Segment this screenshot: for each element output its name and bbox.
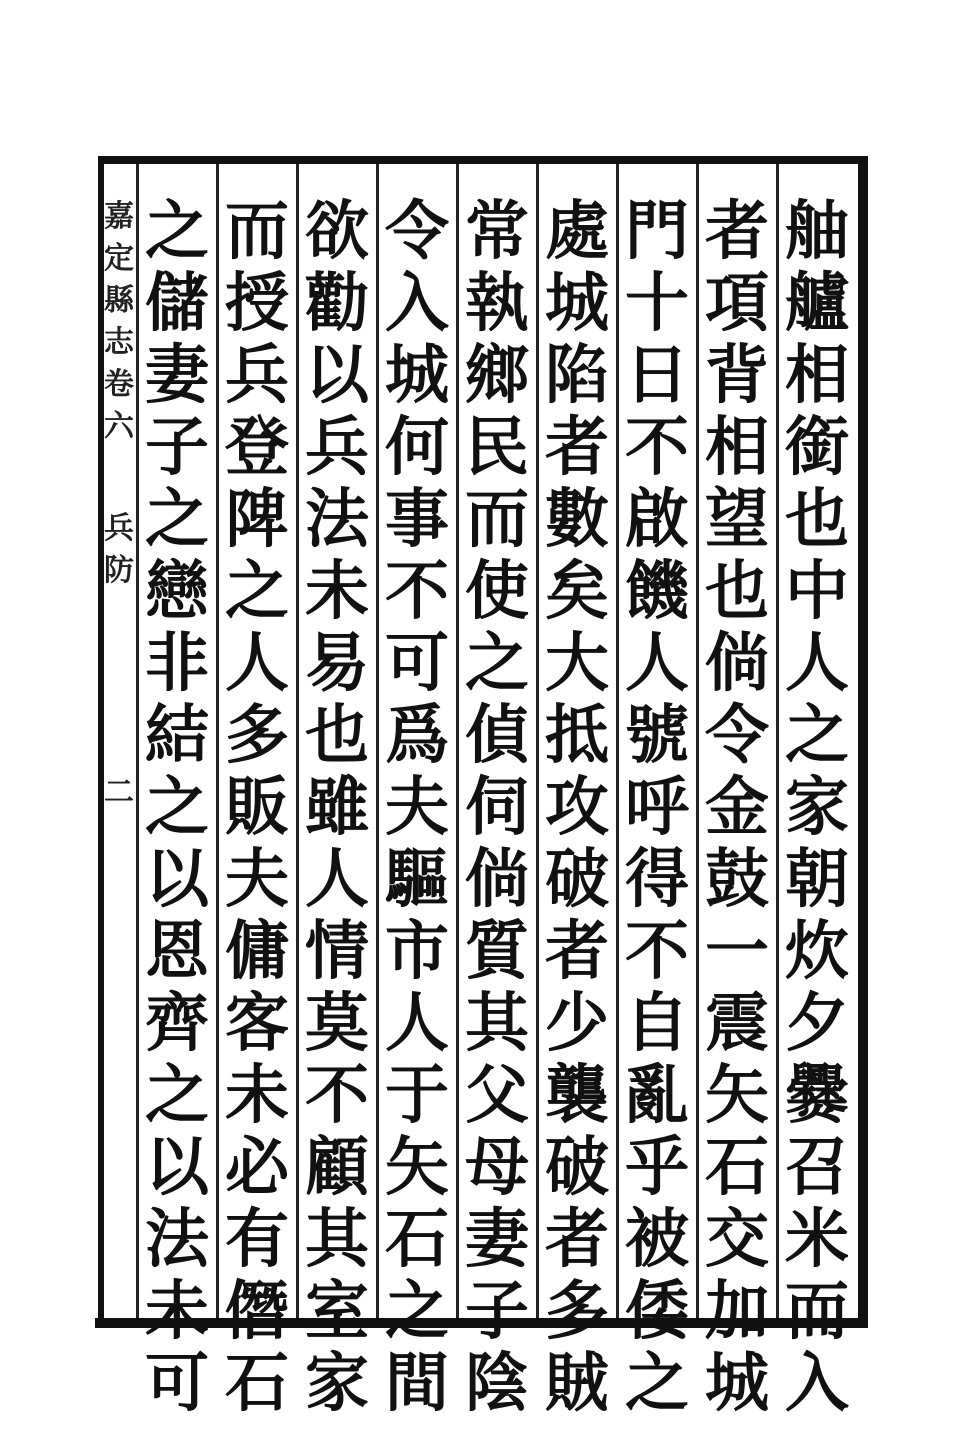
- text-char: 以: [305, 338, 369, 413]
- text-char: 城: [545, 266, 609, 341]
- text-char: 而: [465, 482, 529, 557]
- text-char: 陰: [465, 1346, 529, 1421]
- text-char: 號: [625, 698, 689, 773]
- text-char: 呼: [625, 770, 689, 845]
- text-char: 之: [145, 482, 209, 557]
- text-char: 啟: [625, 482, 689, 557]
- text-char: 法: [145, 1202, 209, 1277]
- text-char: 必: [225, 1130, 289, 1205]
- text-char: 門: [625, 194, 689, 269]
- text-char: 不: [385, 554, 449, 629]
- text-char: 顧: [305, 1130, 369, 1205]
- text-char: 可: [385, 626, 449, 701]
- text-column: [138, 194, 216, 1421]
- text-char: 銜: [785, 410, 849, 485]
- text-char: 子: [145, 410, 209, 485]
- text-char: 市: [385, 914, 449, 989]
- banxin-title-char: 志: [104, 325, 134, 360]
- text-char: 背: [705, 338, 769, 413]
- text-char: 少: [545, 986, 609, 1061]
- banxin-column: [104, 196, 134, 1196]
- text-char: 震: [705, 986, 769, 1061]
- text-char: 之: [385, 1274, 449, 1349]
- text-char: 其: [305, 1202, 369, 1277]
- text-char: 以: [145, 1130, 209, 1205]
- text-column: [378, 194, 456, 1421]
- text-column: [618, 194, 696, 1421]
- text-char: 妻: [145, 338, 209, 413]
- text-char: 望: [705, 482, 769, 557]
- text-char: 破: [545, 1130, 609, 1205]
- text-column: [458, 194, 536, 1421]
- text-char: 恩: [145, 914, 209, 989]
- text-char: 伺: [465, 770, 529, 845]
- text-column: [218, 194, 296, 1421]
- text-char: 人: [625, 626, 689, 701]
- banxin-title-char: 縣: [104, 283, 134, 318]
- text-char: 陷: [545, 338, 609, 413]
- text-char: 相: [785, 338, 849, 413]
- text-char: 之: [785, 698, 849, 773]
- text-char: 非: [145, 626, 209, 701]
- text-char: 而: [225, 194, 289, 269]
- text-char: 有: [225, 1202, 289, 1277]
- text-char: 倭: [625, 1274, 689, 1349]
- text-char: 得: [625, 842, 689, 917]
- text-char: 何: [385, 410, 449, 485]
- text-char: 勸: [305, 266, 369, 341]
- text-char: 兵: [225, 338, 289, 413]
- text-char: 莫: [305, 986, 369, 1061]
- text-char: 使: [465, 554, 529, 629]
- text-char: 執: [465, 266, 529, 341]
- text-char: 項: [705, 266, 769, 341]
- text-char: 大: [545, 626, 609, 701]
- text-char: 不: [305, 1058, 369, 1133]
- text-char: 未: [225, 1058, 289, 1133]
- text-char: 事: [385, 482, 449, 557]
- text-char: 賊: [545, 1346, 609, 1421]
- text-char: 人: [785, 626, 849, 701]
- text-char: 戀: [145, 554, 209, 629]
- text-char: 未: [145, 1274, 209, 1349]
- text-char: 可: [145, 1346, 209, 1421]
- text-char: 之: [465, 626, 529, 701]
- text-column: [538, 194, 616, 1421]
- text-char: 夫: [225, 842, 289, 917]
- text-char: 日: [625, 338, 689, 413]
- text-char: 多: [545, 1274, 609, 1349]
- text-char: 人: [305, 842, 369, 917]
- text-char: 石: [705, 1130, 769, 1205]
- text-char: 結: [145, 698, 209, 773]
- text-char: 艫: [785, 266, 849, 341]
- text-char: 矢: [385, 1130, 449, 1205]
- text-char: 未: [305, 554, 369, 629]
- text-char: 其: [465, 986, 529, 1061]
- text-char: 朝: [785, 842, 849, 917]
- banxin-section-char: 兵: [104, 511, 134, 546]
- text-char: 矣: [545, 554, 609, 629]
- text-char: 入: [385, 266, 449, 341]
- text-char: 中: [785, 554, 849, 629]
- text-char: 夕: [785, 986, 849, 1061]
- text-char: 城: [705, 1346, 769, 1421]
- text-char: 處: [545, 194, 609, 269]
- text-char: 攻: [545, 770, 609, 845]
- text-char: 之: [145, 1058, 209, 1133]
- text-char: 之: [145, 770, 209, 845]
- text-char: 爲: [385, 698, 449, 773]
- text-char: 父: [465, 1058, 529, 1133]
- text-char: 者: [545, 914, 609, 989]
- text-char: 一: [705, 914, 769, 989]
- text-char: 妻: [465, 1202, 529, 1277]
- text-char: 城: [385, 338, 449, 413]
- text-char: 也: [705, 554, 769, 629]
- text-char: 民: [465, 410, 529, 485]
- text-char: 驅: [385, 842, 449, 917]
- text-char: 亂: [625, 1058, 689, 1133]
- text-char: 家: [785, 770, 849, 845]
- text-char: 抵: [545, 698, 609, 773]
- text-char: 倘: [705, 626, 769, 701]
- text-column: [298, 194, 376, 1421]
- text-char: 交: [705, 1202, 769, 1277]
- text-column: [778, 194, 856, 1421]
- text-char: 販: [225, 770, 289, 845]
- text-char: 石: [385, 1202, 449, 1277]
- text-char: 不: [625, 914, 689, 989]
- text-char: 而: [785, 1274, 849, 1349]
- text-char: 間: [385, 1346, 449, 1421]
- text-char: 母: [465, 1130, 529, 1205]
- text-char: 十: [625, 266, 689, 341]
- text-char: 也: [305, 698, 369, 773]
- text-char: 多: [225, 698, 289, 773]
- text-char: 法: [305, 482, 369, 557]
- banxin-leaf-number: 二: [104, 775, 134, 810]
- text-column: [698, 194, 776, 1421]
- text-char: 于: [385, 1058, 449, 1133]
- text-char: 授: [225, 266, 289, 341]
- text-char: 兵: [305, 410, 369, 485]
- text-char: 之: [145, 194, 209, 269]
- banxin-section-char: 防: [104, 553, 134, 588]
- text-char: 之: [625, 1346, 689, 1421]
- text-char: 倘: [465, 842, 529, 917]
- text-char: 陴: [225, 482, 289, 557]
- banxin-title-char: 卷: [104, 367, 134, 402]
- text-char: 數: [545, 482, 609, 557]
- text-char: 者: [545, 410, 609, 485]
- banxin-title-char: 定: [104, 241, 134, 276]
- text-char: 也: [785, 482, 849, 557]
- frame-top-border: [100, 156, 868, 164]
- banxin-title-char: 嘉: [104, 199, 134, 234]
- text-char: 傭: [225, 914, 289, 989]
- text-char: 乎: [625, 1130, 689, 1205]
- text-char: 金: [705, 770, 769, 845]
- text-char: 襲: [545, 1058, 609, 1133]
- text-char: 米: [785, 1202, 849, 1277]
- text-char: 齊: [145, 986, 209, 1061]
- text-char: 雖: [305, 770, 369, 845]
- text-char: 鄉: [465, 338, 529, 413]
- text-char: 饑: [625, 554, 689, 629]
- text-char: 僭: [225, 1274, 289, 1349]
- text-char: 儲: [145, 266, 209, 341]
- text-char: 令: [705, 698, 769, 773]
- text-char: 登: [225, 410, 289, 485]
- text-char: 者: [545, 1202, 609, 1277]
- text-char: 入: [785, 1346, 849, 1421]
- banxin-title-char: 六: [104, 409, 134, 444]
- text-char: 者: [705, 194, 769, 269]
- text-char: 不: [625, 410, 689, 485]
- text-char: 常: [465, 194, 529, 269]
- text-char: 石: [225, 1346, 289, 1421]
- text-char: 破: [545, 842, 609, 917]
- text-char: 子: [465, 1274, 529, 1349]
- text-char: 被: [625, 1202, 689, 1277]
- text-char: 炊: [785, 914, 849, 989]
- text-char: 質: [465, 914, 529, 989]
- text-char: 鼓: [705, 842, 769, 917]
- text-char: 矢: [705, 1058, 769, 1133]
- text-char: 相: [705, 410, 769, 485]
- text-char: 家: [305, 1346, 369, 1421]
- text-char: 人: [385, 986, 449, 1061]
- text-char: 召: [785, 1130, 849, 1205]
- text-char: 加: [705, 1274, 769, 1349]
- text-char: 易: [305, 626, 369, 701]
- text-char: 舳: [785, 194, 849, 269]
- frame-right-border: [858, 156, 868, 1328]
- text-char: 人: [225, 626, 289, 701]
- text-char: 客: [225, 986, 289, 1061]
- text-char: 以: [145, 842, 209, 917]
- text-char: 爨: [785, 1058, 849, 1133]
- text-char: 夫: [385, 770, 449, 845]
- text-char: 自: [625, 986, 689, 1061]
- text-char: 情: [305, 914, 369, 989]
- text-char: 欲: [305, 194, 369, 269]
- text-char: 偵: [465, 698, 529, 773]
- text-char: 令: [385, 194, 449, 269]
- text-char: 之: [225, 554, 289, 629]
- text-char: 室: [305, 1274, 369, 1349]
